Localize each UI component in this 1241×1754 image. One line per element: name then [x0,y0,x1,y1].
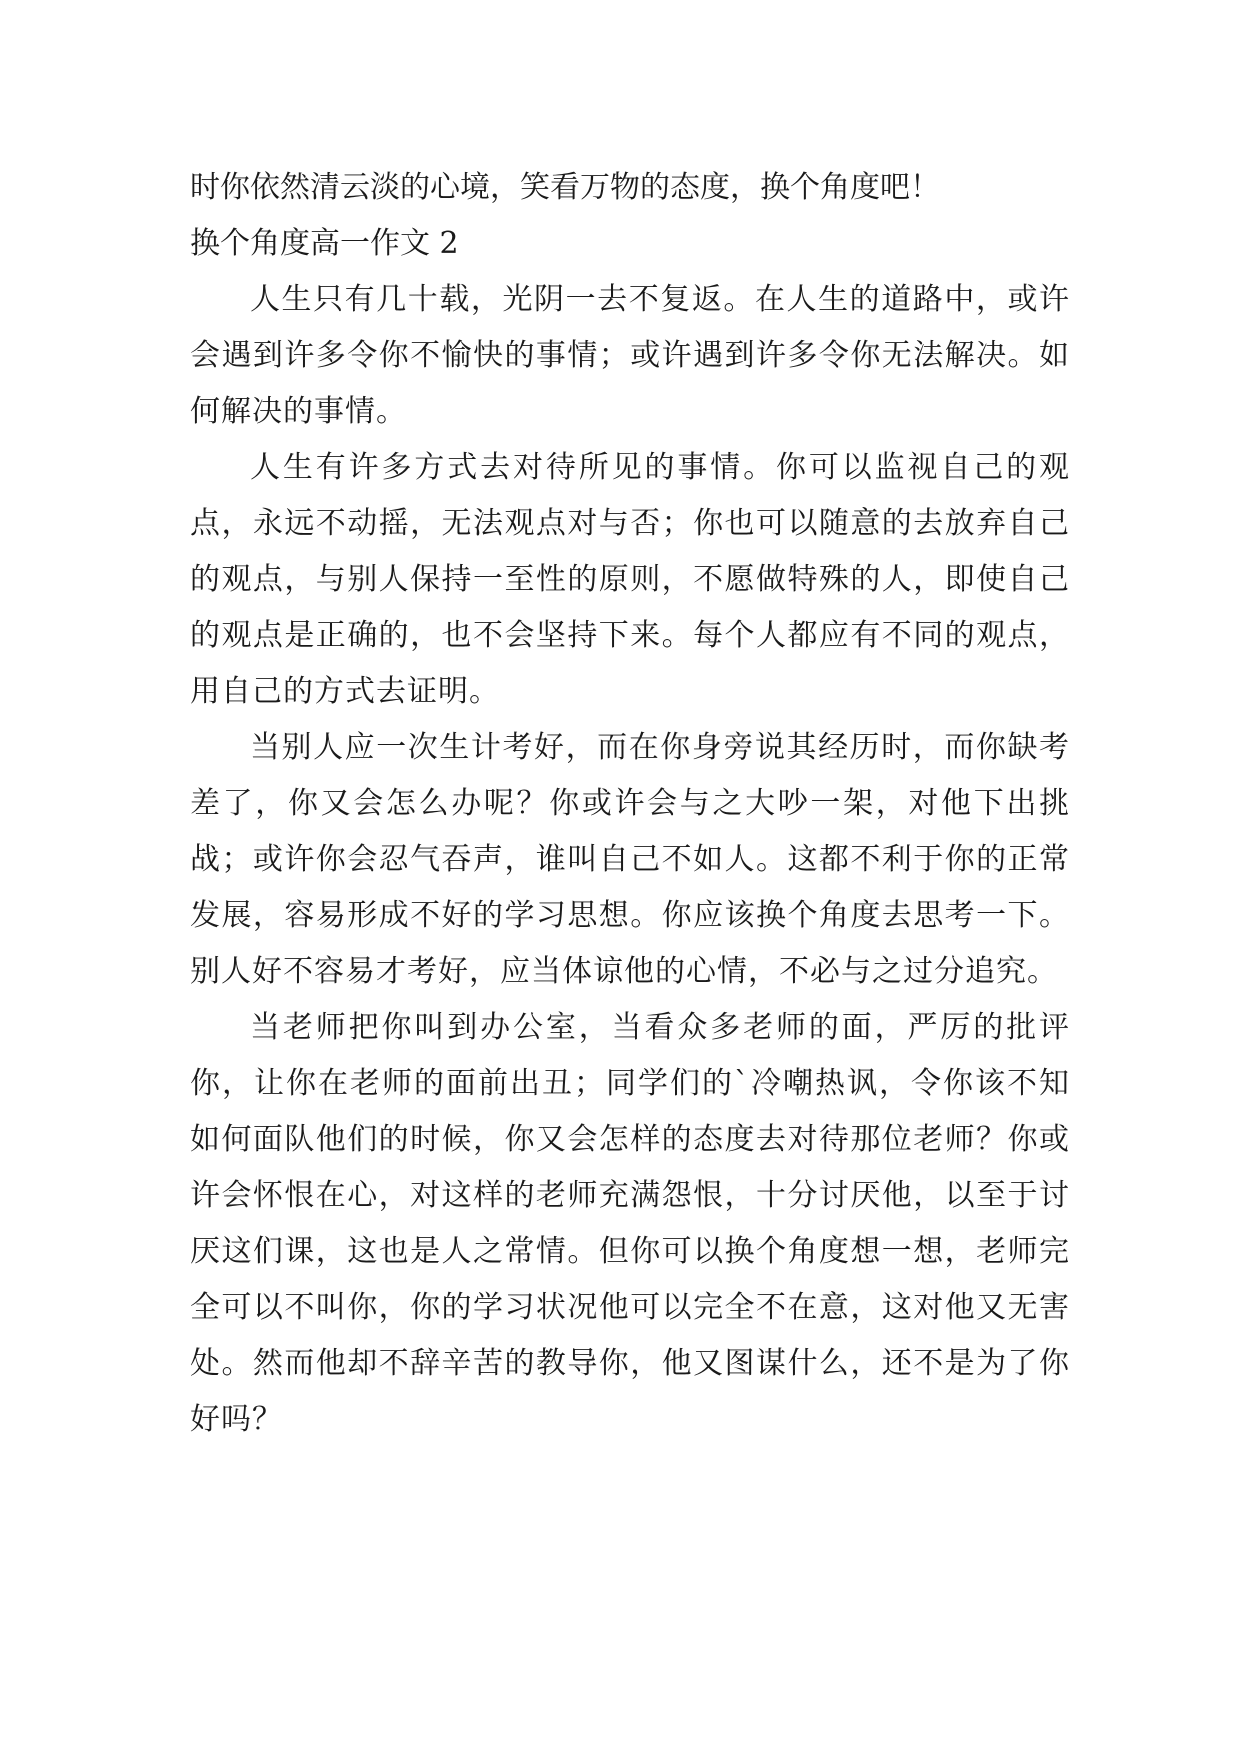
document-page [190,160,1070,1448]
paragraph-1: 人生只有几十载，光阴一去不复返。在人生的道路中，或许会遇到许多令你不愉快的事情；或许遇到许多令你无法解决。如何解决的事情。 [190,282,1070,429]
paragraph-2: 人生有许多方式去对待所见的事情。你可以监视自己的观点，永远不动摇，无法观点对与否；你也可以随意的去放弃自己的观点，与别人保持一至性的原则，不愿做特殊的人，即使自己的观点是正确的，也不会坚持下来。每个人都应有不同的观点，用自己的方式去证明。 [190,450,1070,709]
paragraph-4: 当老师把你叫到办公室，当看众多老师的面，严厉的批评你，让你在老师的面前出丑；同学们的`冷嘲热讽，令你该不知如何面队他们的时候，你又会怎样的态度去对待那位老师？你或许会怀恨在心，对这样的老师充满怨恨，十分讨厌他，以至于讨厌这们课，这也是人之常情。但你可以换个角度想一想，老师完全可以不叫你，你的学习状况他可以完全不在意，这对他又无害处。然而他却不辞辛苦的教导你，他又图谋什么，还不是为了你好吗？ [190,1010,1070,1437]
opening-line: 时你依然清云淡的心境，笑看万物的态度，换个角度吧！ [190,170,940,205]
paragraph-3: 当别人应一次生计考好，而在你身旁说其经历时，而你缺考差了，你又会怎么办呢？你或许会与之大吵一架，对他下出挑战；或许你会忍气吞声，谁叫自己不如人。这都不利于你的正常发展，容易形成不好的学习思想。你应该换个角度去思考一下。别人好不容易才考好，应当体谅他的心情，不必与之过分追究。 [190,730,1070,989]
section-title: 换个角度高一作文 2 [190,226,459,261]
